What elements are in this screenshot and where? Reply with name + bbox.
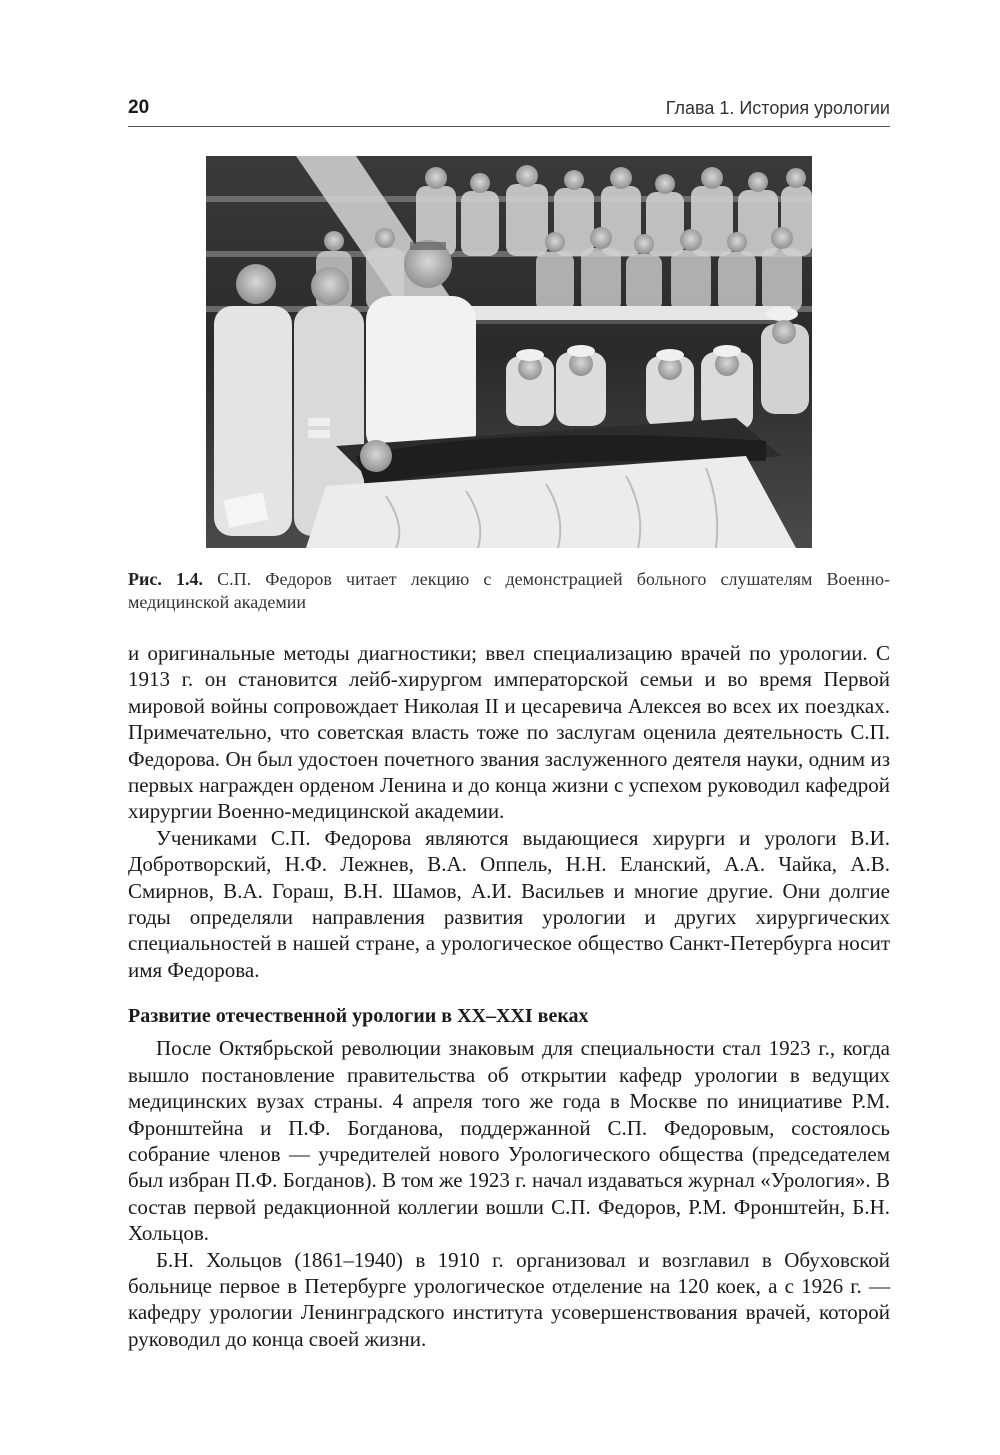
- section-heading: Развитие отечественной урологии в XX–XXI веках: [128, 1005, 589, 1028]
- figure-label: Рис. 1.4.: [128, 569, 203, 589]
- paragraph: После Октябрьской революции знаковым для специальности стал 1923 г., когда вышло постановление правительства об открытии кафедр урологии в ведущих медицинских вузах страны. 4 апреля того же года в Москве по инициативе Р.М. Фронштейна и П.Ф. Богданова, поддержанной С.П. Федоровым, состоялось собрание членов — учредителей нового Урологического общества (председателем был избран П.Ф. Богданов). В том же 1923 г. начал издаваться журнал «Урология». В состав первой редакционной коллегии вошли С.П. Федоров, Р.М. Фронштейн, Б.Н. Хольцов.: [128, 1036, 890, 1246]
- main-text: [128, 640, 890, 1352]
- paragraph: Учениками С.П. Федорова являются выдающиеся хирурги и урологи В.И. Добротворский, Н.Ф. Лежнев, В.А. Оппель, Н.Н. Еланский, А.А. Чайка, А.В. Смирнов, В.А. Гораш, В.Н. Шамов, А.И. Васильев и многие другие. Они долгие годы определяли направления развития урологии и других хирургических специальностей в нашей стране, а урологическое общество Санкт-Петербурга носит имя Федорова.: [128, 825, 890, 982]
- figure-caption-text: С.П. Федоров читает лекцию с демонстрацией больного слушателям Военно-медицинской академии: [128, 569, 891, 612]
- page-number: 20: [128, 97, 150, 118]
- page-header: [128, 96, 890, 127]
- figure-caption: [128, 568, 890, 614]
- paragraph: Б.Н. Хольцов (1861–1940) в 1910 г. организовал и возглавил в Обуховской больнице первое в Петербурге урологическое отделение на 120 коек, а с 1926 г. — кафедру урологии Ленинградского института усовершенствования врачей, которой руководил до конца своей жизни.: [128, 1247, 890, 1351]
- lecture-photograph: [206, 156, 812, 548]
- running-title: Глава 1. История урологии: [665, 98, 890, 118]
- paragraph: и оригинальные методы диагностики; ввел специализацию врачей по урологии. С 1913 г. он становится лейб-хирургом императорской семьи и во время Первой мировой войны сопровождает Николая II и цесаревича Алексея во всех их поездках. Примечательно, что советская власть тоже по заслугам оценила деятельность С.П. Федорова. Он был удостоен почетного звания заслуженного деятеля науки, одним из первых награжден орденом Ленина и до конца жизни с успехом руководил кафедрой хирургии Военно-медицинской академии.: [128, 641, 890, 824]
